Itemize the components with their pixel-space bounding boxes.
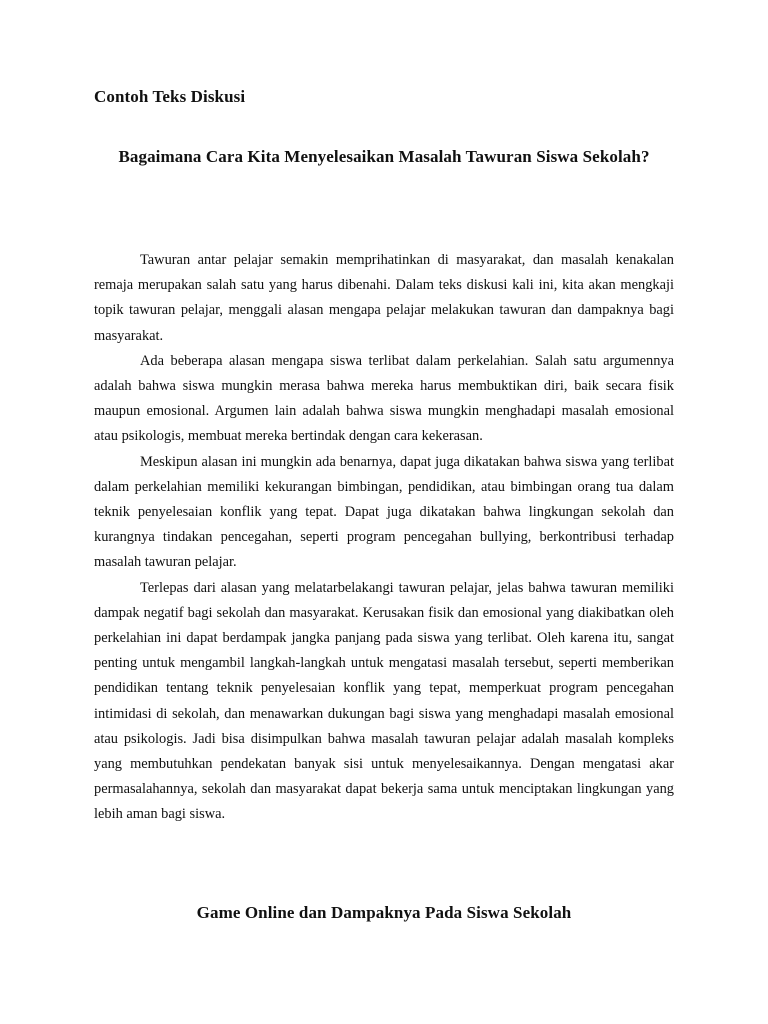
document-heading: Contoh Teks Diskusi	[94, 87, 246, 106]
next-section-title: Game Online dan Dampaknya Pada Siswa Sekolah	[196, 903, 572, 922]
document-body	[94, 248, 674, 828]
paragraph-conclusion: Terlepas dari alasan yang melatarbelakangi tawuran pelajar, jelas bahwa tawuran memiliki dampak negatif bagi sekolah dan masyarakat. Kerusakan fisik dan emosional yang diakibatkan oleh perkelahian ini dapat berdampak jangka panjang pada siswa yang terlibat. Oleh karena itu, sangat penting untuk mengambil langkah-langkah untuk mengatasi masalah tersebut, seperti memberikan pendidikan tentang teknik penyelesaian konflik yang tepat, memperkuat program pencegahan intimidasi di sekolah, dan menawarkan dukungan bagi siswa yang menghadapi masalah emosional atau psikologis. Jadi bisa disimpulkan bahwa masalah tawuran pelajar adalah masalah kompleks yang membutuhkan pendekatan banyak sisi untuk menyelesaikannya. Dengan mengatasi akar permasalahannya, sekolah dan masyarakat dapat bekerja sama untuk menciptakan lingkungan yang lebih aman bagi siswa.	[94, 579, 674, 823]
paragraph-reasons: Ada beberapa alasan mengapa siswa terlibat dalam perkelahian. Salah satu argumennya adalah bahwa siswa mungkin merasa bahwa mereka harus membuktikan diri, baik secara fisik maupun emosional. Argumen lain adalah bahwa siswa mungkin menghadapi masalah emosional atau psikologis, membuat mereka bertindak dengan cara kekerasan.	[94, 352, 674, 445]
paragraph-counterargument: Meskipun alasan ini mungkin ada benarnya, dapat juga dikatakan bahwa siswa yang terlibat dalam perkelahian memiliki kekurangan bimbingan, pendidikan, atau bimbingan orang tua dalam teknik penyelesaian konflik yang tepat. Dapat juga dikatakan bahwa lingkungan sekolah dan kurangnya tindakan pencegahan, seperti program pencegahan bullying, berkontribusi terhadap masalah tawuran pelajar.	[94, 453, 674, 571]
document-title: Bagaimana Cara Kita Menyelesaikan Masalah Tawuran Siswa Sekolah?	[118, 147, 650, 166]
paragraph-intro: Tawuran antar pelajar semakin memprihatinkan di masyarakat, dan masalah kenakalan remaja merupakan salah satu yang harus dibenahi. Dalam teks diskusi kali ini, kita akan mengkaji topik tawuran pelajar, menggali alasan mengapa pelajar melakukan tawuran dan dampaknya bagi masyarakat.	[94, 252, 674, 344]
